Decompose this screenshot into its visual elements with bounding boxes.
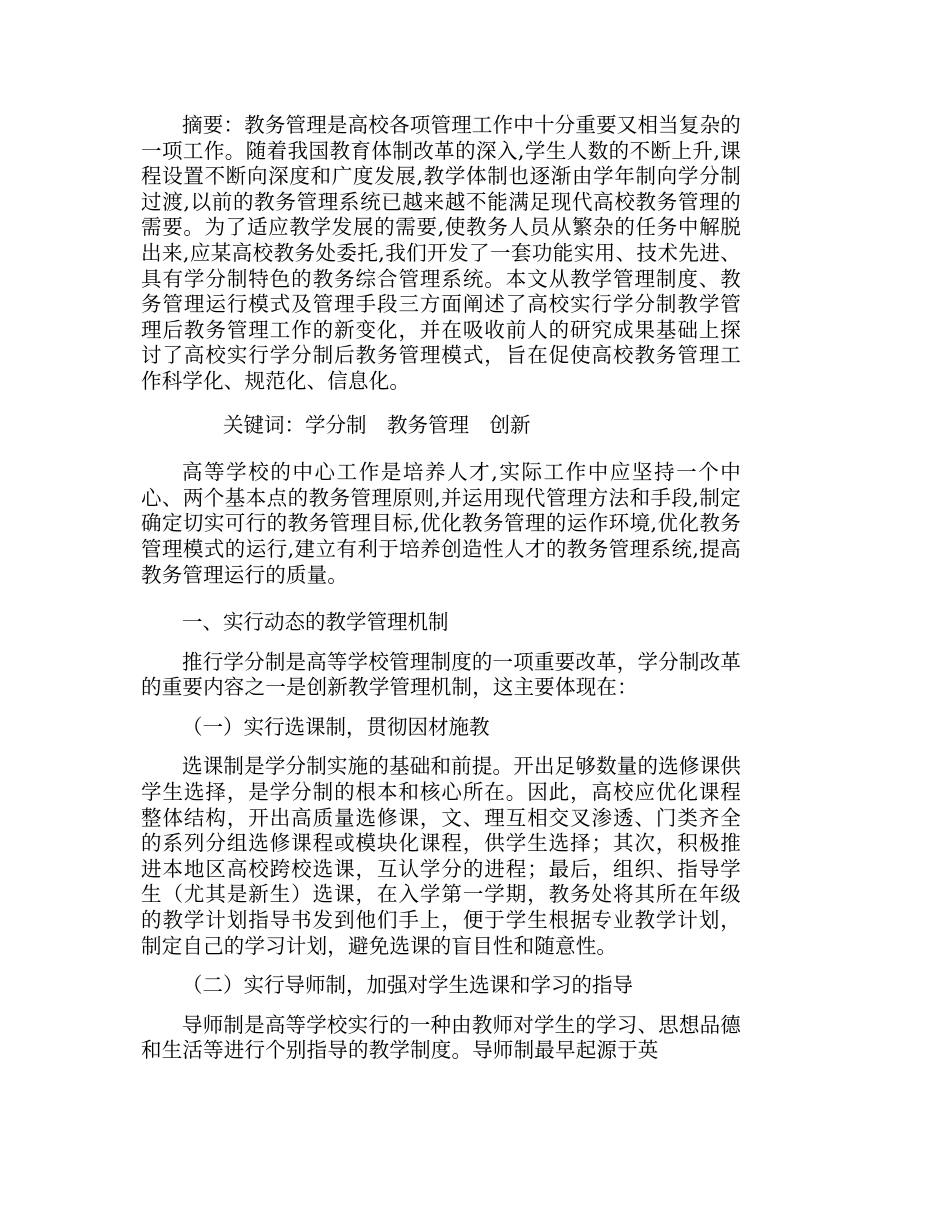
document-body: [141, 113, 741, 1064]
subsection-1-heading: （一）实行选课制，贯彻因材施教: [182, 714, 490, 739]
abstract-paragraph: 摘要：教务管理是高校各项管理工作中十分重要又相当复杂的一项工作。随着我国教育体制改革的深入,学生人数的不断上升,课程设置不断向深度和广度发展,教学体制也逐渐由学年制向学分制过渡,以前的教务管理系统已越来越不能满足现代高校教务管理的需要。为了适应教学发展的需要,使教务人员从繁杂的任务中解脱出来,应某高校教务处委托,我们开发了一套功能实用、技术先进、具有学分制特色的教务综合管理系统。本文从教学管理制度、教务管理运行模式及管理手段三方面阐述了高校实行学分制教学管理后教务管理工作的新变化，并在吸收前人的研究成果基础上探讨了高校实行学分制后教务管理模式，旨在促使高校教务管理工作科学化、规范化、信息化。: [141, 113, 741, 393]
subsection-2-paragraph: 导师制是高等学校实行的一种由教师对学生的学习、思想品德和生活等进行个别指导的教学制度。导师制最早起源于英: [141, 1012, 741, 1063]
subsection-1-paragraph: 选课制是学分制实施的基础和前提。开出足够数量的选修课供学生选择，是学分制的根本和核心所在。因此，高校应优化课程整体结构，开出高质量选修课，文、理互相交叉渗透、门类齐全的系列分组选修课程或模块化课程，供学生选择；其次，积极推进本地区高校跨校选课，互认学分的进程；最后，组织、指导学生（尤其是新生）选课，在入学第一学期，教务处将其所在年级的教学计划指导书发到他们手上，便于学生根据专业教学计划，制定自己的学习计划，避免选课的盲目性和随意性。: [141, 754, 741, 958]
intro-paragraph: 高等学校的中心工作是培养人才,实际工作中应坚持一个中心、两个基本点的教务管理原则,并运用现代管理方法和手段,制定确定切实可行的教务管理目标,优化教务管理的运作环境,优化教务管理模式的运行,建立有利于培养创造性人才的教务管理系统,提高教务管理运行的质量。: [141, 460, 741, 587]
section-1-paragraph: 推行学分制是高等学校管理制度的一项重要改革，学分制改革的重要内容之一是创新教学管理机制，这主要体现在：: [141, 649, 741, 700]
keywords-line: 关键词：学分制 教务管理 创新: [223, 412, 531, 437]
section-1-heading: 一、实行动态的教学管理机制: [182, 610, 449, 635]
subsection-2-heading: （二）实行导师制，加强对学生选课和学习的指导: [182, 973, 633, 998]
